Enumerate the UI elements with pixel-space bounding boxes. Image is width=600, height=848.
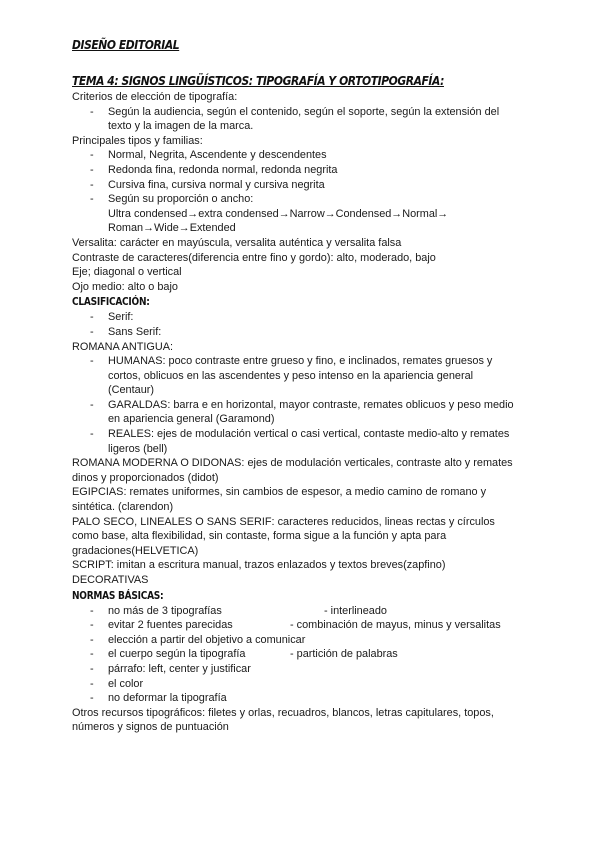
list-item-text: - Sans Serif: [108, 325, 162, 338]
roman-antigua-list [72, 354, 542, 456]
list-item-text: texto y la imagen de la marca. [108, 120, 254, 133]
list-item-text: (Centaur) [108, 384, 154, 397]
list-item-text: - partición de palabras [290, 648, 398, 661]
list-item [72, 604, 542, 619]
paragraph [72, 573, 542, 588]
paragraph [72, 456, 542, 485]
list-item [72, 427, 542, 456]
list-item [72, 633, 542, 648]
note-line: Eje; diagonal o vertical [72, 266, 182, 279]
principal-types-list [72, 148, 542, 236]
other-resources-line: Otros recursos tipográficos: filetes y orlas, recuadros, blancos, letras capitulares, topos, [72, 706, 494, 719]
list-item-text: cortos, oblicuos en las ascendentes y peso intenso en la apariencia general [108, 369, 474, 382]
list-item-text: - interlineado [324, 604, 387, 617]
list-item-text: - no más de 3 tipografías [108, 604, 222, 617]
list-item-text: - REALES: ejes de modulación vertical o casi vertical, contaste medio-alto y remates [108, 428, 510, 441]
paragraph-line: dinos y proporcionados (didot) [72, 471, 219, 484]
paragraph-line: como base, alta flexibilidad, sin contaste, forma sigue a la función y apta para [72, 530, 447, 543]
list-item-text: - no deformar la tipografía [108, 692, 227, 705]
principal-types-intro: Principales tipos y familias: [72, 134, 203, 147]
list-item [72, 310, 542, 325]
note-line: Ojo medio: alto o bajo [72, 280, 178, 293]
list-item-text: - Redonda fina, redonda normal, redonda negrita [108, 163, 338, 176]
list-item-text: - evitar 2 fuentes parecidas [108, 619, 233, 632]
list-item [72, 163, 542, 178]
note-line: Contraste de caracteres(diferencia entre fino y gordo): alto, moderado, bajo [72, 251, 436, 264]
paragraph [72, 558, 542, 573]
list-item-text: en apariencia general (Garamond) [108, 413, 275, 426]
list-item [72, 148, 542, 163]
paragraph-line: SCRIPT: imitan a escritura manual, trazos enlazados y textos breves(zapfino) [72, 559, 446, 572]
list-item-text: - Según la audiencia, según el contenido, según el soporte, según la extensión del [108, 105, 500, 118]
list-item [72, 677, 542, 692]
paragraph-line: DECORATIVAS [72, 574, 149, 586]
topic-title: TEMA 4: SIGNOS LINGÜÍSTICOS: TIPOGRAFÍA Y ORTOTIPOGRAFÍA: [72, 73, 444, 88]
list-item [72, 618, 542, 633]
list-item [72, 662, 542, 677]
note-line: Versalita: carácter en mayúscula, versalita auténtica y versalita falsa [72, 236, 402, 249]
list-item-text: - combinación de mayus, minus y versalitas [290, 619, 501, 632]
criteria-list [72, 105, 542, 134]
paragraph-line: sintética. (clarendon) [72, 501, 174, 514]
list-item [72, 192, 542, 236]
list-item-text: - Normal, Negrita, Ascendente y descendentes [108, 149, 327, 162]
list-item [72, 647, 542, 662]
paragraph-line: ROMANA MODERNA O DIDONAS: ejes de modulación verticales, contraste alto y remates [72, 457, 513, 470]
list-item [72, 354, 542, 398]
list-item-text: - elección a partir del objetivo a comunicar [108, 633, 306, 646]
list-item-text: - Serif: [108, 311, 134, 324]
list-item [72, 691, 542, 706]
list-item-text: Roman→Wide→Extended [108, 222, 236, 235]
classification-list [72, 310, 542, 339]
list-item-text: - HUMANAS: poco contraste entre grueso y fino, e inclinados, remates gruesos y [108, 355, 493, 368]
paragraph-line: PALO SECO, LINEALES O SANS SERIF: caracteres reducidos, lineas rectas y círculos [72, 515, 495, 528]
list-item-text: Ultra condensed→extra condensed→Narrow→Condensed→Normal→ [108, 207, 449, 220]
list-item-text: - GARALDAS: barra e en horizontal, mayor contraste, remates oblicuos y peso medio [108, 398, 514, 411]
list-item-text: - el cuerpo según la tipografía [108, 648, 246, 661]
roman-antigua-label: ROMANA ANTIGUA: [72, 340, 174, 353]
paragraph [72, 515, 542, 559]
basic-rules-heading: NORMAS BÁSICAS: [72, 589, 164, 602]
classification-heading: CLASIFICACIÓN: [72, 296, 150, 309]
paragraph-line: gradaciones(HELVETICA) [72, 544, 199, 557]
list-item-text: ligeros (bell) [108, 442, 168, 455]
other-resources-line: números y signos de puntuación [72, 721, 229, 734]
list-item [72, 398, 542, 427]
list-item-text: - Según su proporción o ancho: [108, 193, 254, 206]
document-body [72, 37, 542, 735]
list-item [72, 178, 542, 193]
criteria-intro: Criterios de elección de tipografía: [72, 91, 238, 103]
list-item-text: - Cursiva fina, cursiva normal y cursiva negrita [108, 178, 325, 191]
basic-rules-list [72, 604, 542, 706]
paragraph [72, 485, 542, 514]
list-item-text: - el color [108, 677, 144, 690]
paragraph-line: EGIPCIAS: remates uniformes, sin cambios de espesor, a medio camino de romano y [72, 486, 487, 499]
list-item [72, 105, 542, 134]
document-title: DISEÑO EDITORIAL [72, 37, 180, 52]
list-item-text: - párrafo: left, center y justificar [108, 662, 251, 675]
list-item [72, 325, 542, 340]
